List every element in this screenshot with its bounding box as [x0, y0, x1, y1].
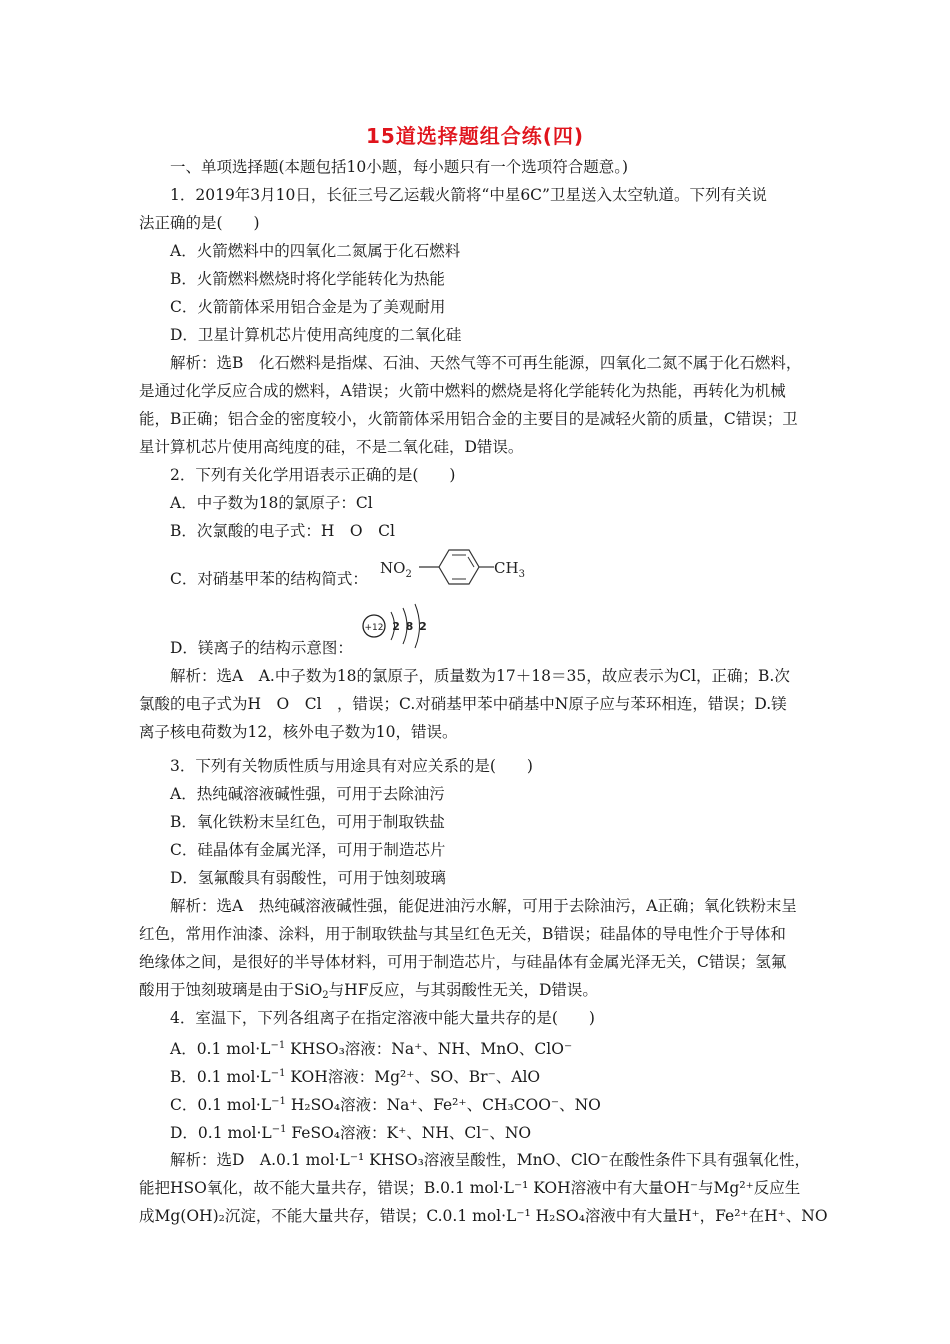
q1-answer-line2: 是通过化学反应合成的燃料，A错误；火箭中燃料的燃烧是将化学能转化为热能，再转化为机械 [139, 382, 786, 400]
q4-stem: 4．室温下，下列各组离子在指定溶液中能大量共存的是( ) [170, 1009, 595, 1027]
page-title: 15道选择题组合练(四) [365, 124, 585, 148]
q2-answer-line2: 氯酸的电子式为H O Cl ，错误；C.对硝基甲苯中硝基中N原子应与苯环相连，错误；D.镁 [139, 695, 787, 713]
q2-option-c: C．对硝基甲苯的结构简式： [170, 570, 368, 588]
q4-option-a: A．0.1 $mol\cdot L^{-1}$ KHSO₃溶液：Na⁺、NH、MnO、ClO⁻ [170, 1040, 573, 1058]
structure-left-group: $NO_2$ [380, 559, 412, 580]
q1-stem-line2: 法正确的是( ) [139, 214, 260, 232]
nucleus-label: +12 [364, 623, 384, 633]
q4-option-b: B．0.1 $mol\cdot L^{-1}$ KOH溶液：Mg²⁺、SO、Br⁻、AlO [170, 1068, 541, 1086]
q3-option-d: D．氢氟酸具有弱酸性，可用于蚀刻玻璃 [170, 869, 446, 887]
q3-option-c: C．硅晶体有金属光泽，可用于制造芯片 [170, 841, 446, 859]
q1-stem-line1: 1．2019年3月10日，长征三号乙运载火箭将“中星6C”卫星送入太空轨道。下列有关说 [170, 186, 767, 204]
q1-answer-line4: 星计算机芯片使用高纯度的硅，不是二氧化硅，D错误。 [139, 438, 524, 456]
q1-option-a: A．火箭燃料中的四氧化二氮属于化石燃料 [170, 242, 461, 260]
section-heading: 一、单项选择题(本题包括10小题，每小题只有一个选项符合题意。) [170, 158, 629, 176]
p-nitrotoluene-structure [378, 546, 538, 590]
q4-option-c: C．0.1 $mol\cdot L^{-1}$ H₂SO₄溶液：Na⁺、Fe²⁺、CH₃COO⁻、NO [170, 1096, 601, 1114]
q2-option-d: D．镁离子的结构示意图： [170, 639, 353, 657]
magnesium-ion-diagram [358, 602, 430, 650]
q4-answer-line2: 能把HSO氧化，故不能大量共存，错误；B.0.1 mol·L⁻¹ KOH溶液中有大量OH⁻与Mg²⁺反应生 [139, 1179, 801, 1197]
q1-option-b: B．火箭燃料燃烧时将化学能转化为热能 [170, 270, 445, 288]
q3-option-a: A．热纯碱溶液碱性强，可用于去除油污 [170, 785, 445, 803]
q1-option-c: C．火箭箭体采用铝合金是为了美观耐用 [170, 298, 446, 316]
q3-answer-line1: 解析：选A 热纯碱溶液碱性强，能促进油污水解，可用于去除油污，A正确；氧化铁粉末呈 [170, 897, 797, 915]
q3-answer-line3: 绝缘体之间，是很好的半导体材料，可用于制造芯片，与硅晶体有金属光泽无关，C错误；氢氟 [139, 953, 787, 971]
q4-answer-line1: 解析：选D A.0.1 mol·L⁻¹ KHSO₃溶液呈酸性，MnO、ClO⁻在酸性条件下具有强氧化性， [170, 1151, 811, 1169]
q4-option-d: D．0.1 $mol\cdot L^{-1}$ FeSO₄溶液：K⁺、NH、Cl⁻、NO [170, 1124, 532, 1142]
q3-stem: 3．下列有关物质性质与用途具有对应关系的是( ) [170, 757, 533, 775]
q3-answer-line4: 酸用于蚀刻玻璃是由于SiO$_2$与HF反应，与其弱酸性无关，D错误。 [139, 981, 598, 1001]
structure-right-group: $CH_3$ [494, 559, 525, 580]
q2-answer-line3: 离子核电荷数为12，核外电子数为10，错误。 [139, 723, 458, 741]
q2-answer-line1: 解析：选A A.中子数为18的氯原子，质量数为17＋18＝35，故应表示为Cl，正确；B.次 [170, 667, 790, 685]
q1-answer-line3: 能，B正确；铝合金的密度较小，火箭箭体采用铝合金的主要目的是减轻火箭的质量，C错误；卫 [139, 410, 798, 428]
q4-answer-line3: 成Mg(OH)₂沉淀，不能大量共存，错误；C.0.1 mol·L⁻¹ H₂SO₄溶液中有大量H⁺，Fe²⁺在H⁺、NO [139, 1207, 828, 1225]
q3-answer-line2: 红色，常用作油漆、涂料，用于制取铁盐与其呈红色无关，B错误；硅晶体的导电性介于导体和 [139, 925, 786, 943]
q1-option-d: D．卫星计算机芯片使用高纯度的二氧化硅 [170, 326, 462, 344]
q2-option-a: A．中子数为18的氯原子：Cl [170, 494, 373, 512]
electron-shells: 2 8 2 [392, 620, 428, 633]
q2-option-b: B．次氯酸的电子式：H O Cl [170, 522, 395, 540]
q3-option-b: B．氧化铁粉末呈红色，可用于制取铁盐 [170, 813, 445, 831]
q2-stem: 2．下列有关化学用语表示正确的是( ) [170, 466, 456, 484]
q1-answer-line1: 解析：选B 化石燃料是指煤、石油、天然气等不可再生能源，四氧化二氮不属于化石燃料， [170, 354, 802, 372]
